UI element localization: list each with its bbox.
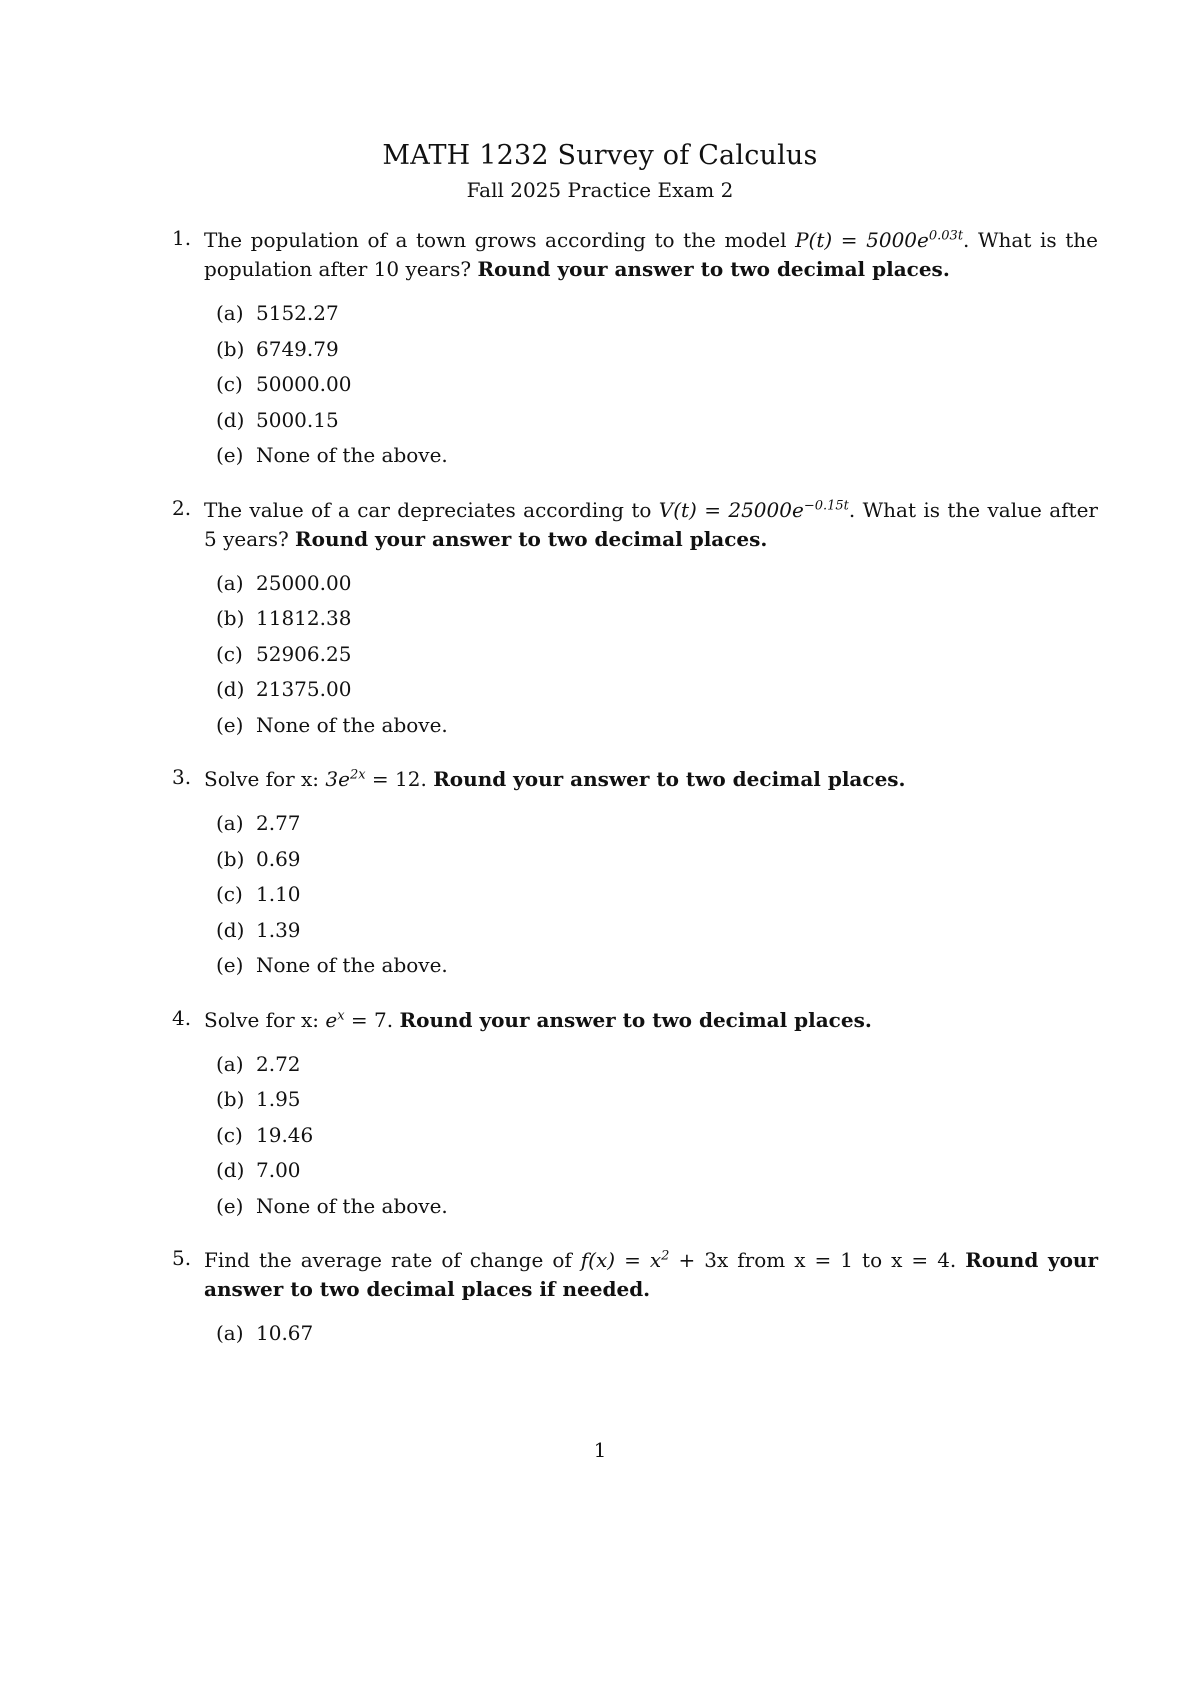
option-label: (d)	[216, 1158, 245, 1182]
question-instruction: Round your answer to two decimal places.	[295, 526, 768, 551]
page-title: MATH 1232 Survey of Calculus	[382, 140, 818, 171]
option-b	[216, 605, 1098, 641]
option-e	[216, 1193, 1098, 1229]
question-formula: f(x) = x	[580, 1248, 662, 1272]
option-value: 11812.38	[256, 606, 352, 630]
question-number: 5.	[172, 1246, 192, 1270]
question-formula: 3e	[325, 767, 350, 791]
question-text	[204, 765, 1098, 794]
question-text-before: Solve for x:	[204, 1007, 326, 1032]
question-text-before: Solve for x:	[204, 767, 326, 791]
option-value: 52906.25	[256, 641, 352, 666]
option-value: 1.10	[256, 882, 301, 906]
option-label: (a)	[216, 1051, 244, 1076]
option-value: 2.72	[256, 1051, 301, 1076]
option-label: (c)	[216, 372, 243, 396]
question-number: 3.	[172, 765, 192, 789]
option-list	[216, 300, 1098, 478]
option-value: 5152.27	[256, 301, 339, 325]
question-instruction: Round your answer to two decimal places.	[433, 767, 906, 791]
question-3	[172, 765, 1098, 988]
option-d	[216, 407, 1098, 443]
option-a	[216, 570, 1098, 606]
question-2	[172, 496, 1098, 748]
option-c	[216, 1122, 1098, 1158]
option-label: (d)	[216, 917, 245, 942]
option-a	[216, 1051, 1098, 1087]
option-label: (b)	[216, 336, 245, 361]
option-a	[216, 1320, 1098, 1356]
formula-exponent: −0.15t	[803, 497, 849, 513]
option-value: 7.00	[256, 1158, 301, 1182]
question-instruction: Round your answer to two decimal places.	[477, 257, 950, 281]
option-label: (a)	[216, 570, 244, 595]
formula-exponent: 0.03t	[928, 228, 964, 244]
question-text-after: . What is the value after 5 years?	[204, 497, 1098, 551]
option-list	[216, 570, 1098, 748]
question-list	[172, 226, 1098, 1374]
question-text-after: + 3x from x = 1 to x = 4.	[669, 1248, 966, 1272]
option-value: 19.46	[256, 1122, 314, 1147]
question-number: 1.	[172, 226, 192, 250]
formula-exponent: x	[337, 1007, 345, 1023]
question-text-before: The population of a town grows according to the model	[204, 228, 796, 252]
question-text-before: The value of a car depreciates according to	[204, 497, 659, 522]
option-value: 0.69	[256, 846, 301, 871]
option-value: None of the above.	[256, 443, 448, 467]
option-d	[216, 917, 1098, 953]
question-text-after: = 7.	[344, 1007, 400, 1032]
option-value: 1.39	[256, 917, 301, 942]
option-e	[216, 712, 1098, 748]
option-value: 6749.79	[256, 336, 339, 361]
option-value: 21375.00	[256, 677, 352, 701]
page-number: 1	[593, 1438, 607, 1462]
question-4	[172, 1006, 1098, 1229]
option-value: 1.95	[256, 1087, 301, 1111]
option-value: 5000.15	[256, 407, 339, 432]
option-c	[216, 881, 1098, 917]
option-value: 50000.00	[256, 372, 352, 396]
option-value: 25000.00	[256, 570, 352, 595]
question-text-after: = 12.	[365, 767, 434, 791]
option-label: (b)	[216, 606, 245, 630]
option-value: None of the above.	[256, 953, 448, 977]
question-text	[204, 496, 1098, 554]
question-instruction: Round your answer to two decimal places.	[399, 1007, 872, 1032]
question-text-after: . What is the population after 10 years?	[204, 228, 1098, 281]
question-1	[172, 226, 1098, 478]
question-text-before: Find the average rate of change of	[204, 1248, 581, 1272]
formula-exponent: 2x	[349, 767, 366, 783]
option-list	[216, 1051, 1098, 1229]
question-formula: e	[325, 1007, 338, 1032]
option-b	[216, 846, 1098, 882]
formula-exponent: 2	[661, 1248, 670, 1264]
option-label: (a)	[216, 1321, 244, 1345]
question-formula: P(t) = 5000e	[795, 228, 929, 252]
question-text	[204, 1246, 1098, 1304]
option-a	[216, 810, 1098, 846]
option-d	[216, 676, 1098, 712]
option-d	[216, 1157, 1098, 1193]
option-e	[216, 442, 1098, 478]
option-label: (b)	[216, 846, 245, 871]
option-c	[216, 641, 1098, 677]
option-value: None of the above.	[256, 1193, 448, 1218]
option-label: (e)	[216, 1193, 244, 1218]
option-label: (e)	[216, 953, 244, 977]
option-label: (a)	[216, 811, 244, 835]
question-number: 4.	[172, 1005, 192, 1030]
question-number: 2.	[172, 495, 192, 520]
option-b	[216, 1086, 1098, 1122]
option-label: (c)	[216, 641, 243, 666]
option-e	[216, 952, 1098, 988]
option-label: (e)	[216, 712, 244, 737]
option-value: None of the above.	[256, 712, 448, 737]
option-label: (c)	[216, 1122, 243, 1147]
option-list	[216, 810, 1098, 988]
option-label: (d)	[216, 677, 245, 701]
option-label: (d)	[216, 407, 245, 432]
page-subtitle: Fall 2025 Practice Exam 2	[466, 178, 734, 202]
option-a	[216, 300, 1098, 336]
option-label: (b)	[216, 1087, 245, 1111]
question-text	[204, 226, 1098, 284]
option-c	[216, 371, 1098, 407]
option-value: 2.77	[256, 811, 301, 835]
question-instruction: Round your answer to two decimal places if needed.	[204, 1248, 1098, 1301]
option-label: (c)	[216, 882, 243, 906]
option-label: (a)	[216, 301, 244, 325]
question-5	[172, 1246, 1098, 1356]
option-value: 10.67	[256, 1321, 314, 1345]
question-text	[204, 1006, 1098, 1035]
option-b	[216, 336, 1098, 372]
question-formula: V(t) = 25000e	[658, 497, 804, 522]
option-label: (e)	[216, 443, 244, 467]
option-list	[216, 1320, 1098, 1356]
